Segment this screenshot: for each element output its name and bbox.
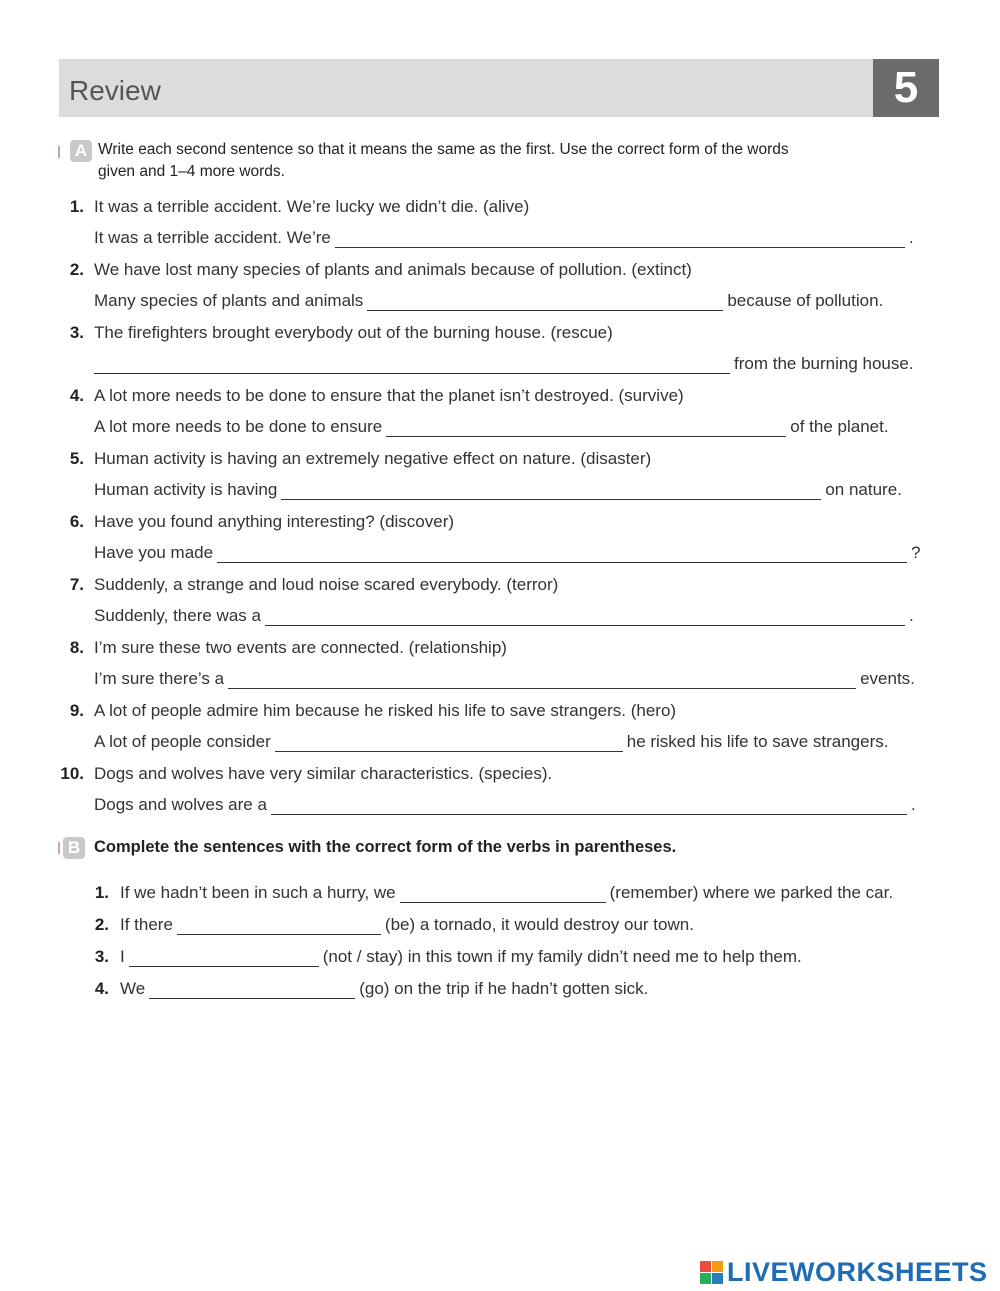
answer-after: ? — [911, 543, 921, 562]
answer-blank[interactable] — [94, 357, 730, 374]
item-prompt: I’m sure these two events are connected. (relationship) — [94, 638, 507, 657]
item-prompt: A lot more needs to be done to ensure that the planet isn’t destroyed. (survive) — [94, 386, 684, 405]
answer-after: . — [908, 606, 914, 625]
liveworksheets-logo — [700, 1257, 988, 1288]
answer-row — [94, 669, 915, 689]
answer-row — [94, 732, 888, 752]
page-header — [59, 59, 939, 117]
answer-blank[interactable] — [386, 420, 786, 437]
answer-row — [120, 947, 802, 967]
answer-before: If we hadn’t been in such a hurry, we — [120, 883, 396, 902]
answer-row — [94, 606, 914, 626]
answer-before: A lot more needs to be done to ensure — [94, 417, 383, 436]
answer-row — [120, 883, 893, 903]
answer-blank[interactable] — [217, 546, 907, 563]
answer-before: It was a terrible accident. We’re — [94, 228, 331, 247]
item-prompt: We have lost many species of plants and animals because of pollution. (extinct) — [94, 260, 692, 279]
answer-blank[interactable] — [265, 609, 905, 626]
item-number: 3. — [69, 323, 84, 342]
item-prompt: Have you found anything interesting? (discover) — [94, 512, 455, 531]
answer-before: I — [120, 947, 125, 966]
answer-row — [90, 354, 914, 374]
item-number: 6. — [69, 512, 84, 531]
item-number: 2. — [69, 260, 84, 279]
answer-blank[interactable] — [228, 672, 856, 689]
answer-after: (be) a tornado, it would destroy our town. — [384, 915, 694, 934]
answer-row — [94, 417, 889, 437]
answer-before: I’m sure there’s a — [94, 669, 225, 688]
item-number: 3. — [94, 947, 109, 966]
answer-after: on nature. — [825, 480, 902, 499]
logo-mark-icon — [700, 1261, 723, 1284]
answer-row — [94, 543, 921, 563]
answer-blank[interactable] — [281, 483, 821, 500]
answer-before: Dogs and wolves are a — [94, 795, 267, 814]
answer-blank[interactable] — [129, 950, 319, 967]
section-b-instruction: Complete the sentences with the correct form of the verbs in parentheses. — [94, 838, 677, 856]
answer-before: A lot of people consider — [94, 732, 271, 751]
answer-after: (not / stay) in this town if my family didn’t need me to help them. — [322, 947, 802, 966]
answer-after: because of pollution. — [727, 291, 884, 310]
answer-row — [94, 795, 916, 815]
page-title: Review — [69, 75, 161, 106]
item-number: 9. — [69, 701, 84, 720]
answer-blank[interactable] — [149, 982, 355, 999]
answer-before: If there — [120, 915, 173, 934]
section-b-badge: B — [63, 837, 85, 859]
item-prompt: The firefighters brought everybody out of the burning house. (rescue) — [94, 323, 613, 342]
item-prompt: Human activity is having an extremely negative effect on nature. (disaster) — [94, 449, 652, 468]
logo-text: LIVEWORKSHEETS — [727, 1257, 988, 1287]
section-a-instruction-line2: given and 1–4 more words. — [98, 163, 285, 180]
item-number: 1. — [94, 883, 109, 902]
item-number: 1. — [69, 197, 84, 216]
item-number: 4. — [69, 386, 84, 405]
answer-row — [94, 480, 902, 500]
answer-before: Suddenly, there was a — [94, 606, 261, 625]
answer-before: Human activity is having — [94, 480, 278, 499]
answer-blank[interactable] — [271, 798, 907, 815]
answer-row — [120, 915, 694, 935]
answer-after: (go) on the trip if he hadn’t gotten sick. — [359, 979, 649, 998]
section-a-instruction-line1: Write each second sentence so that it means the same as the first. Use the correct form of the words — [98, 141, 789, 158]
item-number: 2. — [94, 915, 109, 934]
item-prompt: It was a terrible accident. We’re lucky we didn’t die. (alive) — [94, 197, 530, 216]
margin-tick — [58, 146, 60, 158]
item-prompt: Suddenly, a strange and loud noise scared everybody. (terror) — [94, 575, 559, 594]
item-number: 7. — [69, 575, 84, 594]
answer-blank[interactable] — [275, 735, 623, 752]
item-prompt: Dogs and wolves have very similar characteristics. (species). — [94, 764, 553, 783]
answer-blank[interactable] — [400, 886, 606, 903]
item-number: 8. — [69, 638, 84, 657]
answer-after: events. — [860, 669, 915, 688]
answer-row — [120, 979, 648, 999]
item-number: 5. — [69, 449, 84, 468]
answer-after: from the burning house. — [734, 354, 914, 373]
answer-before: Have you made — [94, 543, 214, 562]
section-a-badge: A — [70, 140, 92, 162]
answer-row — [94, 291, 883, 311]
margin-tick — [58, 842, 60, 854]
answer-before: Many species of plants and animals — [94, 291, 364, 310]
answer-after: . — [908, 228, 914, 247]
answer-after: . — [910, 795, 916, 814]
answer-after: of the planet. — [790, 417, 889, 436]
answer-blank[interactable] — [367, 294, 723, 311]
answer-after: (remember) where we parked the car. — [609, 883, 894, 902]
answer-blank[interactable] — [177, 918, 381, 935]
answer-row — [94, 228, 914, 248]
answer-before: We — [120, 979, 146, 998]
item-number: 10. — [60, 764, 84, 783]
item-prompt: A lot of people admire him because he risked his life to save strangers. (hero) — [94, 701, 677, 720]
item-number: 4. — [94, 979, 109, 998]
unit-number: 5 — [873, 59, 939, 117]
answer-after: he risked his life to save strangers. — [626, 732, 889, 751]
answer-blank[interactable] — [335, 231, 905, 248]
